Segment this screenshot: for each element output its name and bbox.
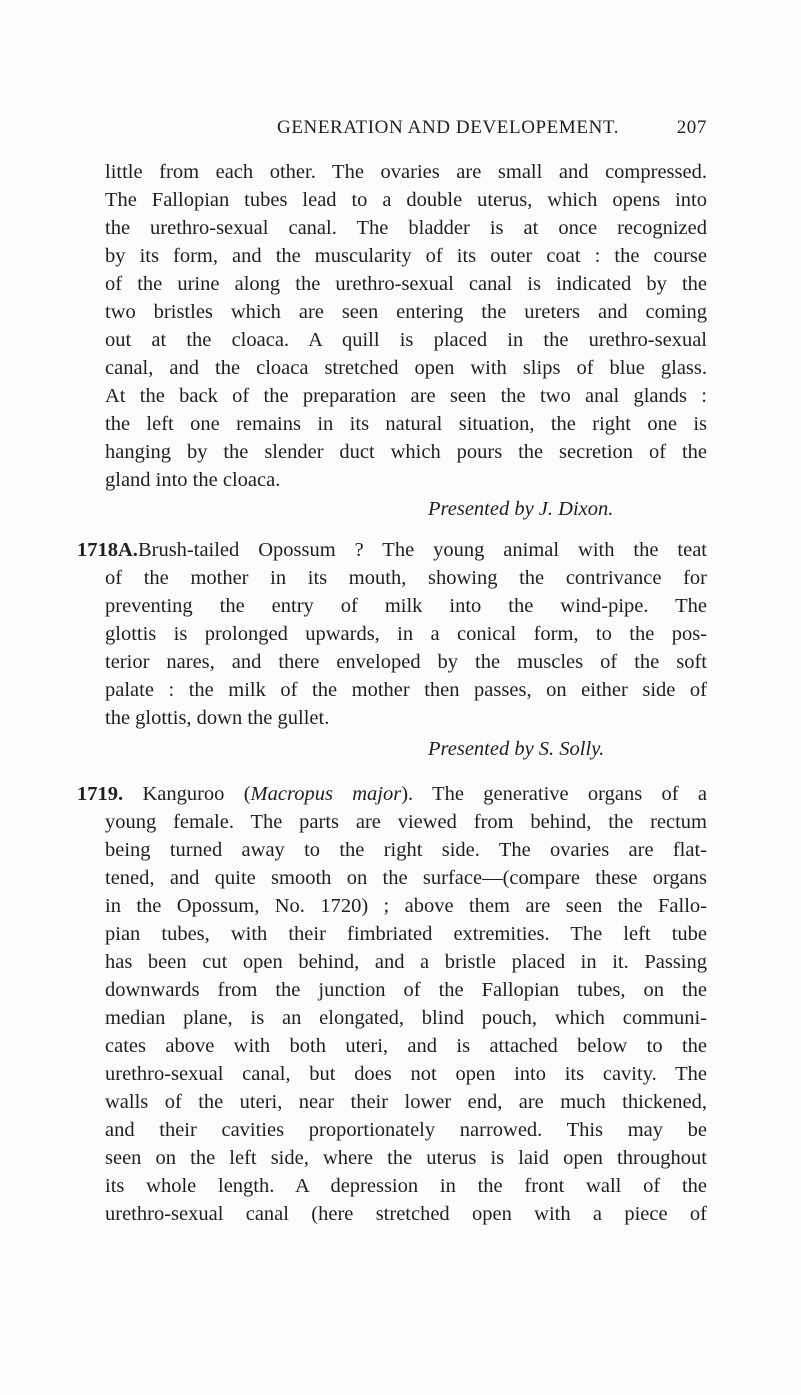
text-line: urethro-sexual canal (here stretched open with a piece of (105, 1203, 707, 1225)
entry-text: Brush-tailed Opossum ? The young animal with the teat (137, 539, 707, 561)
text-line: and their cavities proportionately narrowed. This may be (105, 1119, 707, 1141)
text-line: tened, and quite smooth on the surface—(compare these organs (105, 867, 707, 889)
text-line: median plane, is an elongated, blind pouch, which communi- (105, 1007, 707, 1029)
text-line: its whole length. A depression in the front wall of the (105, 1175, 707, 1197)
text-line: by its form, and the muscularity of its outer coat : the course (105, 245, 707, 267)
text-line: being turned away to the right side. The ovaries are flat- (105, 839, 707, 861)
text-line: young female. The parts are viewed from behind, the rectum (105, 811, 707, 833)
entry-text: ). The generative organs of a (401, 783, 707, 805)
text-line: has been cut open behind, and a bristle placed in it. Passing (105, 951, 707, 973)
text-line: the left one remains in its natural situation, the right one is (105, 413, 707, 435)
presented-by-note: Presented by J. Dixon. (428, 498, 614, 520)
text-line: gland into the cloaca. (105, 469, 281, 491)
text-line: canal, and the cloaca stretched open with slips of blue glass. (105, 357, 707, 379)
catalogue-number: 1718A. (77, 539, 138, 561)
text-line: walls of the uteri, near their lower end, are much thickened, (105, 1091, 707, 1113)
catalogue-entry-first-line (77, 536, 707, 564)
text-line: hanging by the slender duct which pours the secretion of the (105, 441, 707, 463)
text-line: glottis is prolonged upwards, in a conical form, to the pos- (105, 623, 707, 645)
text-line: in the Opossum, No. 1720) ; above them are seen the Fallo- (105, 895, 707, 917)
text-line: downwards from the junction of the Fallopian tubes, on the (105, 979, 707, 1001)
text-line: of the urine along the urethro-sexual canal is indicated by the (105, 273, 707, 295)
text-line: pian tubes, with their fimbriated extremities. The left tube (105, 923, 707, 945)
catalogue-number: 1719. (77, 783, 124, 805)
species-name: Macropus major (250, 783, 402, 805)
text-line: the glottis, down the gullet. (105, 707, 330, 729)
text-line: of the mother in its mouth, showing the contrivance for (105, 567, 707, 589)
text-line: palate : the milk of the mother then passes, on either side of (105, 679, 707, 701)
text-line: out at the cloaca. A quill is placed in the urethro-sexual (105, 329, 707, 351)
catalogue-entry-first-line (77, 780, 707, 808)
text-line: terior nares, and there enveloped by the muscles of the soft (105, 651, 707, 673)
entry-text: Kanguroo ( (142, 783, 251, 805)
presented-by-note: Presented by S. Solly. (428, 738, 605, 760)
text-line: cates above with both uteri, and is attached below to the (105, 1035, 707, 1057)
running-header (277, 117, 707, 141)
text-line: urethro-sexual canal, but does not open into its cavity. The (105, 1063, 707, 1085)
text-line: preventing the entry of milk into the wind-pipe. The (105, 595, 707, 617)
text-line: At the back of the preparation are seen the two anal glands : (105, 385, 707, 407)
running-title: GENERATION AND DEVELOPEMENT. (277, 117, 620, 138)
text-line: The Fallopian tubes lead to a double uterus, which opens into (105, 189, 707, 211)
text-line: little from each other. The ovaries are small and compressed. (105, 161, 707, 183)
text-line: seen on the left side, where the uterus is laid open throughout (105, 1147, 707, 1169)
text-line: two bristles which are seen entering the ureters and coming (105, 301, 707, 323)
text-line: the urethro-sexual canal. The bladder is at once recognized (105, 217, 707, 239)
page-number: 207 (676, 117, 707, 138)
